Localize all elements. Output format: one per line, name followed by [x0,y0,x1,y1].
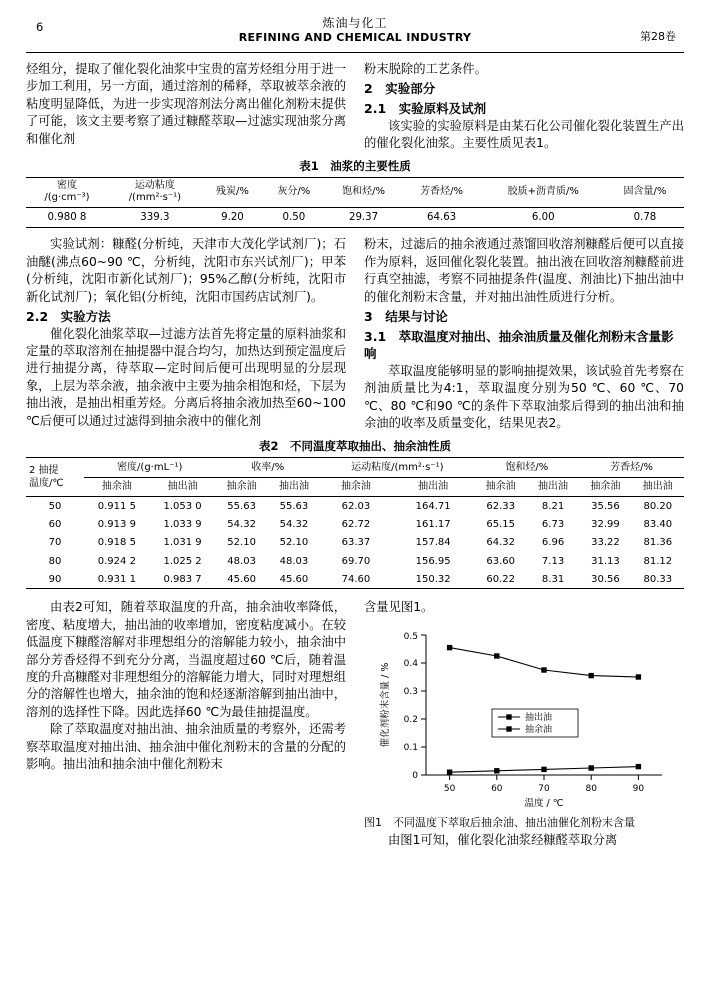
table1-col-carbon-residue: 残炭/% [202,178,263,208]
table2-temp: 60 [48,519,62,531]
table2-group-density: 密度/(g·mL⁻¹) [84,458,215,478]
table1-col-resin-asphaltene: 胶质+沥青质/% [481,178,606,208]
table2-sub-raffinate: 抽余油 [475,478,527,497]
table2-cell: 1.031 9 [163,537,202,549]
table2-sub-extract: 抽出油 [150,478,216,497]
table2-cell: 157.84 [415,537,451,549]
table1-cell: 29.37 [348,212,379,224]
table1-cell: 9.20 [221,212,244,224]
table2-cell: 35.56 [591,501,620,513]
table2-corner-cell: 2 抽提 温度/℃ [26,458,84,497]
section-21-heading: 2.1 实验原料及试剂 [364,101,487,116]
table2-cell: 1.053 0 [163,501,202,513]
table1-data-row [26,208,684,228]
table2-row [26,516,684,534]
table2-cell: 7.13 [541,555,565,567]
right-para-2: 该实验的实验原料是由某石化公司催化裂化装置生产出的催化裂化油浆。主要性质见表1。 [364,118,684,150]
table2-sub-raffinate: 抽余油 [215,478,267,497]
left-para-1: 烃组分，提取了催化裂化油浆中宝贵的富芳烃组分用于进一步加工利用，另一方面，通过溶剂的稀释，萃取被萃余液的粘度明显降低，为进一步实现溶剂法分离出催化剂粉末提供了可能，该文主要考察了通过糠醛萃取—过滤实现油浆分离和催化剂 [26,62,346,146]
legend-extract-label: 抽出油 [525,712,553,723]
table2-cell: 33.22 [591,537,620,549]
journal-title-en: REFINING AND CHEMICAL INDUSTRY [238,31,472,44]
page-header [26,18,684,53]
table2-cell: 164.71 [415,501,451,513]
table2-cell: 8.21 [541,501,565,513]
table2-cell: 1.033 9 [163,519,202,531]
table2-cell: 0.931 1 [97,573,136,585]
table2-group-viscosity: 运动粘度/(mm²·s⁻¹) [320,458,474,478]
chart-legend [492,709,578,737]
text-columns-top [26,61,684,152]
journal-title-cn: 炼油与化工 [322,16,388,30]
table2-sub-raffinate: 抽余油 [579,478,631,497]
table2-cell: 6.96 [541,537,565,549]
right-para-4: 萃取温度能够明显的影响抽提效果，该试验首先考察在剂油质量比为4:1，萃取温度分别为50 ℃、60 ℃、70 ℃、80 ℃和90 ℃的条件下萃取油浆后得到的抽出油和抽余油的收率及质量变化，结果见表2。 [364,363,684,431]
y-tick-3: 0.3 [403,686,418,697]
figure-1-caption: 图1 不同温度下萃取后抽余油、抽出油催化剂粉末含量 [364,815,635,829]
table2-cell: 81.12 [643,555,673,567]
table2-cell: 80.33 [643,573,673,585]
table2-cell: 81.36 [643,537,673,549]
table1-col-viscosity: 运动粘度 /(mm²·s⁻¹) [108,178,202,208]
table2-cell: 0.913 9 [97,519,136,531]
table2-cell: 156.95 [415,555,451,567]
series-raffinate-markers [447,645,641,680]
table1-cell: 0.78 [633,212,657,224]
right-column-middle [364,236,684,432]
left-column-middle [26,236,346,432]
figure-1 [364,625,684,830]
legend-raffinate-label: 抽余油 [525,724,553,735]
left-para-4: 由表2可知，随着萃取温度的升高，抽余油收率降低，密度、粘度增大，抽出油的收率增加，密度粘度减小。在较低温度下糠醛溶解对非理想组分的溶解能力较小，抽余油中部分芳香烃得不到充分分离，当温度超过60 ℃后，随着温度的升高糠醛对非理想组分的溶解能力增大，同时对理想组分的溶解性也增大，抽余油的饱和烃逐渐溶解到抽出油中，溶剂的选择性下降。因此选择60 ℃为最佳抽提温度。 [26,600,346,719]
right-column-top [364,61,684,152]
table2-cell: 69.70 [341,555,371,567]
table2-cell: 48.03 [279,555,309,567]
table2-cell: 62.03 [341,501,371,513]
table1-header-row [26,178,684,208]
table2-temp: 90 [48,573,62,585]
page-number: 6 [36,20,44,34]
table2-block [26,438,684,589]
section-22-heading: 2.2 实验方法 [26,309,111,325]
table2-group-saturates: 饱和烃/% [475,458,580,478]
table2-cell: 52.10 [279,537,309,549]
table2-sub-extract: 抽出油 [392,478,475,497]
table2-group-yield: 收率/% [215,458,320,478]
y-tick-0: 0 [412,770,418,781]
table2-cell: 45.60 [279,573,309,585]
table2-cell: 74.60 [341,573,371,585]
text-columns-bottom [26,599,684,849]
table1-caption: 表1 油浆的主要性质 [299,159,411,174]
table1-col-aromatics: 芳香烃/% [403,178,481,208]
table2-cell: 1.025 2 [163,555,202,567]
left-para-5: 除了萃取温度对抽出油、抽余油质量的考察外，还需考察萃取温度对抽出油、抽余油中催化剂粉末的含量的分配的影响。抽出油和抽余油中催化剂粉末 [26,722,346,772]
table2-cell: 63.37 [341,537,371,549]
table2-row [26,497,684,516]
table2-temp: 70 [48,537,62,549]
table2-sub-raffinate: 抽余油 [84,478,150,497]
series-extract-markers [447,764,641,775]
y-tick-5: 0.5 [403,631,418,642]
table1-cell: 0.50 [282,212,306,224]
table2-cell: 31.13 [591,555,620,567]
table2-sub-raffinate: 抽余油 [320,478,392,497]
section-31-heading: 3.1 萃取温度对抽出、抽余油质量及催化剂粉末含量影响 [364,328,674,362]
table1-col-solids: 固含量/% [606,178,684,208]
y-tick-2: 0.2 [403,714,418,725]
y-tick-1: 0.1 [403,742,418,753]
table2-cell: 54.32 [279,519,309,531]
table2-cell: 0.911 5 [97,501,136,513]
volume-label: 第28卷 [640,30,676,43]
left-para-3: 催化裂化油浆萃取—过滤方法首先将定量的原料油浆和定量的萃取溶剂在抽提器中混合均匀，加热达到预定温度后进行抽提分离，待萃取—定时间后便可出现明显的分层现象，上层为萃余液，抽余液中主要为抽余相饱和烃，下层为抽出液，是抽出相重芳烃。分离后将抽余液加热至60~100 ℃后便可以通过过滤得到抽余液中的催化剂 [26,326,346,428]
table1-cell: 0.980 8 [47,212,87,224]
x-tick-70: 70 [538,783,550,794]
table2-row [26,552,684,570]
table2-cell: 80.20 [643,501,673,513]
table2-sub-extract: 抽出油 [632,478,684,497]
x-axis-label: 温度 / ℃ [524,797,564,809]
table2-cell: 0.924 2 [97,555,136,567]
table1 [26,177,684,228]
table2-cell: 62.72 [341,519,371,531]
table2-cell: 30.56 [591,573,620,585]
table2-group-header-row [26,458,684,478]
table2-cell: 65.15 [486,519,516,531]
left-column-bottom [26,599,346,849]
x-tick-60: 60 [491,783,503,794]
x-tick-50: 50 [443,783,456,794]
table2-cell: 55.63 [227,501,256,513]
table2-cell: 161.17 [415,519,451,531]
table2-cell: 150.32 [415,573,451,585]
table2-sub-extract: 抽出油 [527,478,579,497]
right-para-1: 粉末脱除的工艺条件。 [364,62,487,76]
table2-cell: 52.10 [227,537,256,549]
table2-cell: 55.63 [279,501,309,513]
table1-cell: 339.3 [140,212,170,224]
table2-cell: 48.03 [227,555,256,567]
table2-cell: 8.31 [541,573,565,585]
table2-cell: 83.40 [643,519,673,531]
table2-cell: 62.33 [486,501,516,513]
table1-col-density: 密度 /(g·cm⁻³) [26,178,108,208]
table2-row [26,570,684,589]
right-para-6: 由图1可知，催化裂化油浆经糠醛萃取分离 [388,832,618,847]
left-para-2: 实验试剂：糠醛(分析纯，天津市大茂化学试剂厂)；石油醚(沸点60~90 ℃，分析纯，沈阳市东兴试剂厂)；甲苯(分析纯，沈阳市新化试剂厂)；95%乙醇(分析纯，沈阳市新化试剂厂)；氧化铝(分析纯，沈阳市国药店试剂厂)。 [26,237,346,304]
table2-cell: 45.60 [227,573,256,585]
journal-title [26,16,684,45]
table2-sub-extract: 抽出油 [268,478,320,497]
right-para-5: 含量见图1。 [364,600,434,615]
table2-cell: 63.60 [486,555,516,567]
table1-cell: 64.63 [427,212,457,224]
right-column-bottom [364,599,684,849]
table1-col-saturates: 饱和烃/% [325,178,403,208]
left-column-top [26,61,346,152]
section-3-heading: 3 结果与讨论 [364,309,448,325]
table2-caption: 表2 不同温度萃取抽出、抽余油性质 [259,439,451,454]
right-para-3: 粉末，过滤后的抽余液通过蒸馏回收溶剂糠醛后便可以直接作为原料，返回催化裂化装置。抽出液在回收溶剂糠醛前进行真空抽滤，考察不同抽提条件(温度、剂油比)下抽出油中的催化剂粉末含量，并对抽出油性质进行分析。 [364,237,684,304]
y-axis-label: 催化剂粉末含量 / % [380,662,391,748]
table2-cell: 6.73 [541,519,565,531]
x-tick-80: 80 [585,783,597,794]
table2-temp: 80 [48,555,62,567]
table2-cell: 0.983 7 [163,573,202,585]
figure-1-chart [374,625,674,811]
table1-col-ash: 灰分/% [263,178,324,208]
table2-cell: 60.22 [486,573,516,585]
x-tick-90: 90 [632,783,645,794]
table2-row [26,534,684,552]
catalyst-powder-line-chart [374,625,674,811]
table2-cell: 0.918 5 [97,537,136,549]
text-columns-middle [26,236,684,432]
table2-cell: 32.99 [591,519,620,531]
table2-sub-header-row [26,478,684,497]
table2-temp: 50 [48,501,62,513]
table2-cell: 54.32 [227,519,256,531]
table1-block [26,158,684,228]
table1-cell: 6.00 [531,212,555,224]
y-tick-4: 0.4 [403,658,418,669]
table2 [26,457,684,589]
section-2-heading: 2 实验部分 [364,81,436,97]
table2-group-aromatics: 芳香烃/% [579,458,684,478]
table2-cell: 64.32 [486,537,516,549]
